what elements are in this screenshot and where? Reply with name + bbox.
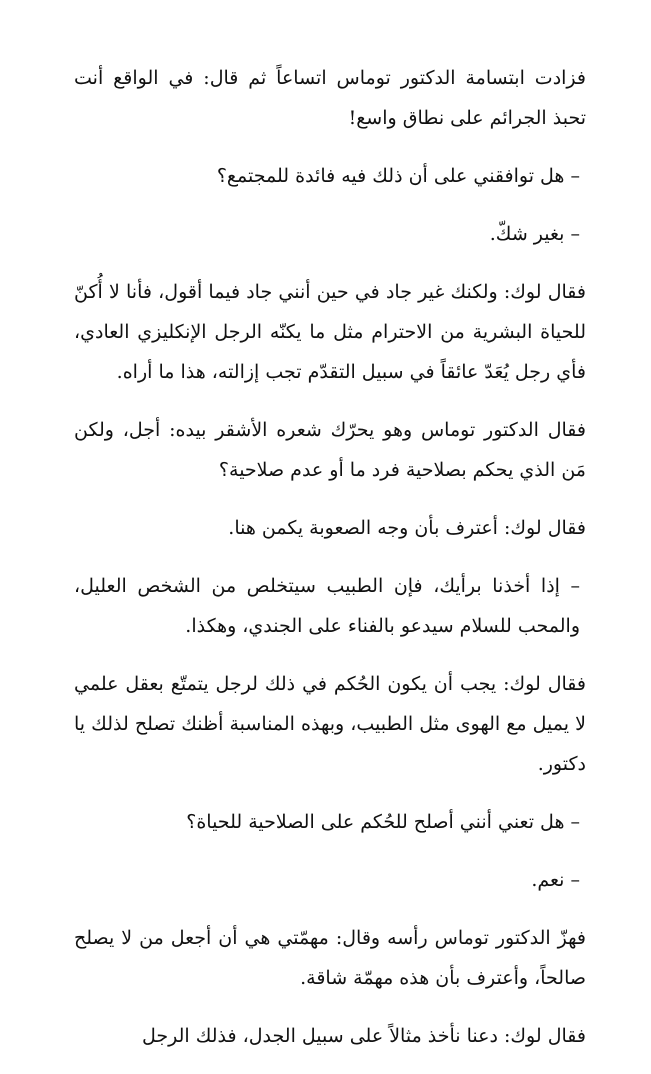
paragraph-dialog-4: – هل تعني أنني أصلح للحُكم على الصلاحية للحياة؟ xyxy=(186,811,580,833)
paragraph-narration-1: فزادت ابتسامة الدكتور توماس اتساعاً ثم قال: في الواقع أنت تحبذ الجرائم على نطاق واسع! xyxy=(74,67,586,129)
paragraph-narration-6: فهزّ الدكتور توماس رأسه وقال: مهمّتي هي أن أجعل من لا يصلح صالحاً، وأعترف بأن هذه مهمّة شاقة. xyxy=(74,927,586,989)
paragraph-narration-5: فقال لوك: يجب أن يكون الحُكم في ذلك لرجل يتمتّع بعقل علمي لا يميل مع الهوى مثل الطبيب، وبهذه المناسبة أظنك تصلح لذلك يا دكتور. xyxy=(74,673,586,775)
paragraph-narration-4: فقال لوك: أعترف بأن وجه الصعوبة يكمن هنا. xyxy=(228,517,586,539)
paragraph-dialog-1: – هل توافقني على أن ذلك فيه فائدة للمجتمع؟ xyxy=(216,165,580,187)
paragraph-narration-7: فقال لوك: دعنا نأخذ مثالاً على سبيل الجدل، فذلك الرجل xyxy=(142,1025,586,1047)
paragraph-dialog-3: – إذا أخذنا برأيك، فإن الطبيب سيتخلص من الشخص العليل، والمحب للسلام سيدعو بالفناء على الجندي، وهكذا. xyxy=(74,575,580,637)
book-page xyxy=(74,58,586,1074)
paragraph-narration-2: فقال لوك: ولكنك غير جاد في حين أنني جاد فيما أقول، فأنا لا أُكنّ للحياة البشرية من الاحترام مثل ما يكنّه الرجل الإنكليزي العادي، فأي رجل يُعَدّ عائقاً في سبيل التقدّم تجب إزالته، هذا ما أراه. xyxy=(74,281,586,383)
paragraph-dialog-5: – نعم. xyxy=(531,869,580,891)
paragraph-dialog-2: – بغير شكّ. xyxy=(489,223,580,245)
paragraph-narration-3: فقال الدكتور توماس وهو يحرّك شعره الأشقر بيده: أجل، ولكن مَن الذي يحكم بصلاحية فرد ما أو عدم صلاحية؟ xyxy=(74,419,586,481)
